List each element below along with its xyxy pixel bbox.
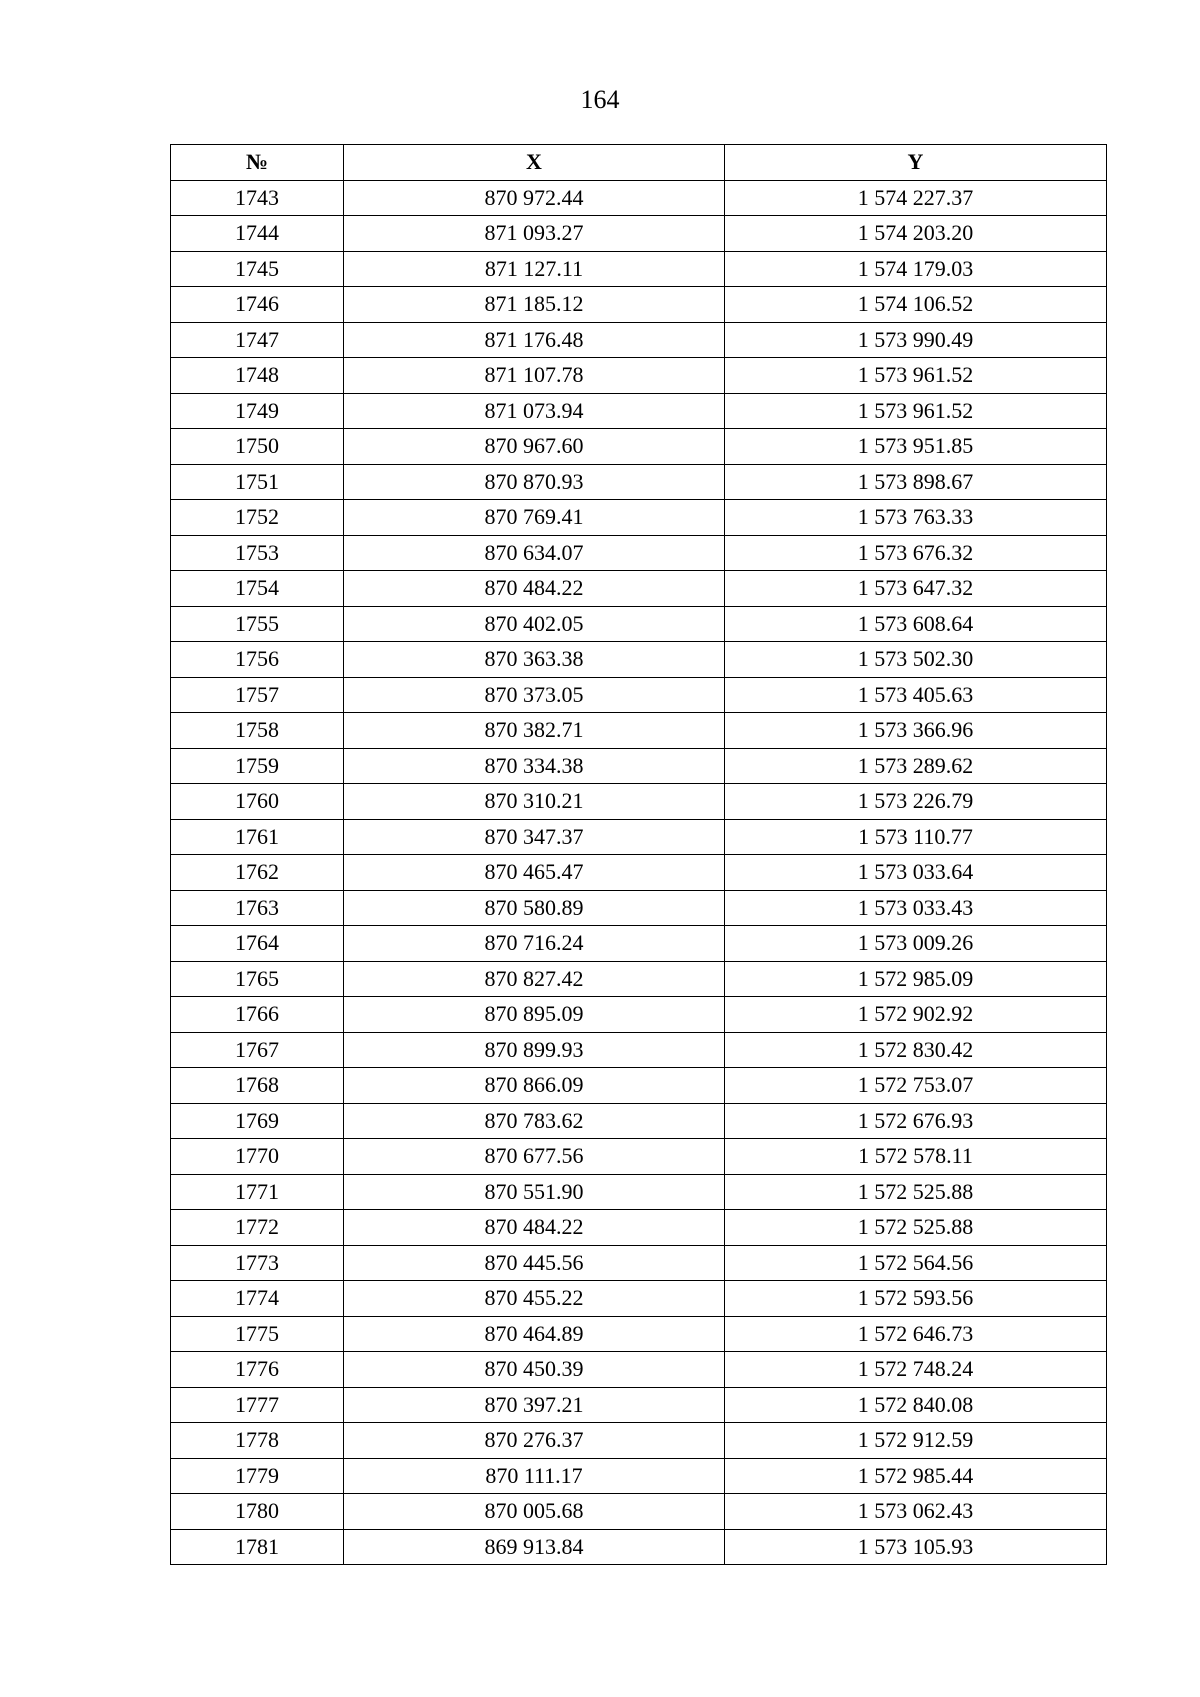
cell-y: 1 572 564.56 xyxy=(725,1245,1107,1281)
cell-y: 1 573 405.63 xyxy=(725,677,1107,713)
cell-y: 1 573 763.33 xyxy=(725,500,1107,536)
cell-number: 1756 xyxy=(171,642,344,678)
header-x: X xyxy=(344,145,725,181)
table-row xyxy=(171,1068,1107,1104)
table-row xyxy=(171,961,1107,997)
cell-y: 1 574 106.52 xyxy=(725,287,1107,323)
cell-number: 1744 xyxy=(171,216,344,252)
cell-number: 1765 xyxy=(171,961,344,997)
cell-number: 1766 xyxy=(171,997,344,1033)
cell-x: 870 967.60 xyxy=(344,429,725,465)
cell-number: 1778 xyxy=(171,1423,344,1459)
table-row xyxy=(171,819,1107,855)
cell-number: 1745 xyxy=(171,251,344,287)
cell-y: 1 573 647.32 xyxy=(725,571,1107,607)
cell-x: 870 899.93 xyxy=(344,1032,725,1068)
cell-number: 1762 xyxy=(171,855,344,891)
cell-number: 1763 xyxy=(171,890,344,926)
cell-y: 1 572 578.11 xyxy=(725,1139,1107,1175)
cell-number: 1752 xyxy=(171,500,344,536)
table-row xyxy=(171,997,1107,1033)
cell-x: 870 276.37 xyxy=(344,1423,725,1459)
table-row xyxy=(171,890,1107,926)
cell-number: 1760 xyxy=(171,784,344,820)
page-number: 164 xyxy=(580,85,620,114)
cell-x: 870 634.07 xyxy=(344,535,725,571)
cell-y: 1 572 525.88 xyxy=(725,1210,1107,1246)
cell-x: 870 450.39 xyxy=(344,1352,725,1388)
cell-x: 869 913.84 xyxy=(344,1529,725,1565)
cell-number: 1779 xyxy=(171,1458,344,1494)
cell-x: 870 455.22 xyxy=(344,1281,725,1317)
cell-y: 1 572 646.73 xyxy=(725,1316,1107,1352)
cell-number: 1775 xyxy=(171,1316,344,1352)
cell-y: 1 574 227.37 xyxy=(725,180,1107,216)
cell-number: 1746 xyxy=(171,287,344,323)
cell-x: 870 382.71 xyxy=(344,713,725,749)
cell-x: 870 551.90 xyxy=(344,1174,725,1210)
cell-y: 1 572 593.56 xyxy=(725,1281,1107,1317)
cell-x: 870 373.05 xyxy=(344,677,725,713)
cell-y: 1 572 676.93 xyxy=(725,1103,1107,1139)
table-row xyxy=(171,1352,1107,1388)
table-row xyxy=(171,677,1107,713)
cell-y: 1 573 990.49 xyxy=(725,322,1107,358)
header-y: Y xyxy=(725,145,1107,181)
table-row xyxy=(171,784,1107,820)
cell-x: 870 464.89 xyxy=(344,1316,725,1352)
cell-number: 1764 xyxy=(171,926,344,962)
table-row xyxy=(171,926,1107,962)
cell-number: 1759 xyxy=(171,748,344,784)
table-row xyxy=(171,1139,1107,1175)
cell-x: 870 484.22 xyxy=(344,1210,725,1246)
cell-number: 1770 xyxy=(171,1139,344,1175)
cell-number: 1743 xyxy=(171,180,344,216)
cell-y: 1 573 105.93 xyxy=(725,1529,1107,1565)
cell-y: 1 573 033.43 xyxy=(725,890,1107,926)
cell-number: 1767 xyxy=(171,1032,344,1068)
table-row xyxy=(171,1174,1107,1210)
table-row xyxy=(171,1210,1107,1246)
cell-x: 870 465.47 xyxy=(344,855,725,891)
cell-x: 870 111.17 xyxy=(344,1458,725,1494)
table-row xyxy=(171,287,1107,323)
coordinates-table xyxy=(170,144,1107,1565)
table-row xyxy=(171,1423,1107,1459)
cell-x: 870 310.21 xyxy=(344,784,725,820)
cell-x: 871 185.12 xyxy=(344,287,725,323)
cell-x: 870 363.38 xyxy=(344,642,725,678)
cell-number: 1777 xyxy=(171,1387,344,1423)
cell-x: 870 484.22 xyxy=(344,571,725,607)
table-row xyxy=(171,713,1107,749)
cell-x: 870 895.09 xyxy=(344,997,725,1033)
cell-number: 1761 xyxy=(171,819,344,855)
cell-x: 870 334.38 xyxy=(344,748,725,784)
table-row xyxy=(171,1494,1107,1530)
cell-y: 1 574 203.20 xyxy=(725,216,1107,252)
cell-number: 1776 xyxy=(171,1352,344,1388)
cell-x: 870 972.44 xyxy=(344,180,725,216)
table-row xyxy=(171,606,1107,642)
table-row xyxy=(171,1529,1107,1565)
cell-y: 1 572 840.08 xyxy=(725,1387,1107,1423)
table-row xyxy=(171,1281,1107,1317)
cell-x: 871 176.48 xyxy=(344,322,725,358)
cell-y: 1 572 525.88 xyxy=(725,1174,1107,1210)
cell-number: 1768 xyxy=(171,1068,344,1104)
cell-x: 871 093.27 xyxy=(344,216,725,252)
cell-number: 1781 xyxy=(171,1529,344,1565)
table-row xyxy=(171,1245,1107,1281)
table-header-row xyxy=(171,145,1107,181)
cell-number: 1757 xyxy=(171,677,344,713)
table-row xyxy=(171,358,1107,394)
table-row xyxy=(171,180,1107,216)
table-row xyxy=(171,642,1107,678)
cell-number: 1780 xyxy=(171,1494,344,1530)
table-row xyxy=(171,1316,1107,1352)
cell-y: 1 572 902.92 xyxy=(725,997,1107,1033)
table-row xyxy=(171,322,1107,358)
cell-y: 1 572 985.09 xyxy=(725,961,1107,997)
cell-x: 870 580.89 xyxy=(344,890,725,926)
cell-y: 1 573 062.43 xyxy=(725,1494,1107,1530)
cell-y: 1 572 912.59 xyxy=(725,1423,1107,1459)
cell-y: 1 572 830.42 xyxy=(725,1032,1107,1068)
cell-y: 1 573 226.79 xyxy=(725,784,1107,820)
cell-x: 870 445.56 xyxy=(344,1245,725,1281)
cell-y: 1 573 951.85 xyxy=(725,429,1107,465)
cell-x: 870 677.56 xyxy=(344,1139,725,1175)
cell-y: 1 573 366.96 xyxy=(725,713,1107,749)
cell-x: 870 769.41 xyxy=(344,500,725,536)
cell-x: 870 783.62 xyxy=(344,1103,725,1139)
cell-y: 1 573 033.64 xyxy=(725,855,1107,891)
cell-number: 1773 xyxy=(171,1245,344,1281)
table-row xyxy=(171,464,1107,500)
table-row xyxy=(171,748,1107,784)
cell-x: 870 866.09 xyxy=(344,1068,725,1104)
cell-y: 1 573 961.52 xyxy=(725,393,1107,429)
cell-y: 1 573 961.52 xyxy=(725,358,1107,394)
cell-x: 870 870.93 xyxy=(344,464,725,500)
cell-x: 870 827.42 xyxy=(344,961,725,997)
cell-x: 871 127.11 xyxy=(344,251,725,287)
table-row xyxy=(171,1103,1107,1139)
cell-y: 1 573 676.32 xyxy=(725,535,1107,571)
header-number: № xyxy=(171,145,344,181)
cell-x: 871 107.78 xyxy=(344,358,725,394)
cell-number: 1754 xyxy=(171,571,344,607)
table-row xyxy=(171,1032,1107,1068)
cell-y: 1 573 289.62 xyxy=(725,748,1107,784)
cell-y: 1 573 502.30 xyxy=(725,642,1107,678)
cell-x: 870 716.24 xyxy=(344,926,725,962)
table-row xyxy=(171,571,1107,607)
cell-number: 1751 xyxy=(171,464,344,500)
table-row xyxy=(171,855,1107,891)
cell-number: 1771 xyxy=(171,1174,344,1210)
cell-number: 1749 xyxy=(171,393,344,429)
table-row xyxy=(171,251,1107,287)
cell-number: 1772 xyxy=(171,1210,344,1246)
table-body xyxy=(171,180,1107,1565)
cell-number: 1748 xyxy=(171,358,344,394)
cell-number: 1750 xyxy=(171,429,344,465)
table-row xyxy=(171,1387,1107,1423)
table-row xyxy=(171,1458,1107,1494)
cell-x: 870 397.21 xyxy=(344,1387,725,1423)
cell-x: 870 347.37 xyxy=(344,819,725,855)
cell-y: 1 572 985.44 xyxy=(725,1458,1107,1494)
cell-y: 1 574 179.03 xyxy=(725,251,1107,287)
table-row xyxy=(171,393,1107,429)
cell-number: 1758 xyxy=(171,713,344,749)
cell-number: 1747 xyxy=(171,322,344,358)
cell-y: 1 573 898.67 xyxy=(725,464,1107,500)
table-row xyxy=(171,535,1107,571)
cell-y: 1 572 748.24 xyxy=(725,1352,1107,1388)
table-row xyxy=(171,429,1107,465)
table-row xyxy=(171,216,1107,252)
cell-y: 1 572 753.07 xyxy=(725,1068,1107,1104)
cell-number: 1769 xyxy=(171,1103,344,1139)
cell-x: 870 005.68 xyxy=(344,1494,725,1530)
cell-y: 1 573 110.77 xyxy=(725,819,1107,855)
cell-y: 1 573 608.64 xyxy=(725,606,1107,642)
cell-x: 871 073.94 xyxy=(344,393,725,429)
cell-y: 1 573 009.26 xyxy=(725,926,1107,962)
cell-number: 1774 xyxy=(171,1281,344,1317)
cell-number: 1755 xyxy=(171,606,344,642)
table-row xyxy=(171,500,1107,536)
cell-x: 870 402.05 xyxy=(344,606,725,642)
cell-number: 1753 xyxy=(171,535,344,571)
